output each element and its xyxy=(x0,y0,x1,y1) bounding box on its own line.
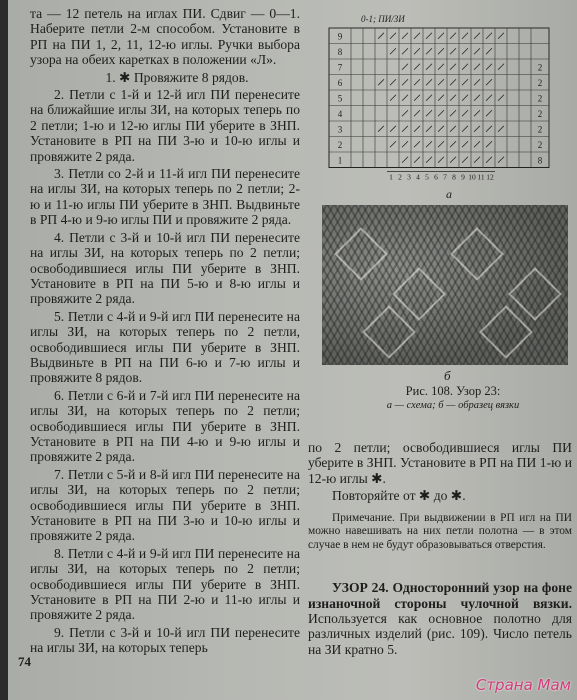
stitch-mark xyxy=(498,33,504,39)
stitch-mark xyxy=(378,126,384,132)
book-page xyxy=(8,0,577,700)
stitch-mark xyxy=(414,110,420,116)
stitch-mark xyxy=(486,110,492,116)
stitch-mark xyxy=(378,79,384,85)
stitch-mark xyxy=(414,48,420,54)
site-watermark: Страна Мам xyxy=(475,676,571,694)
paragraph: 2. Петли с 1-й и 12-й игл ПИ перенесите на ближайшие иглы ЗИ, на которых теперь по 2 петли; 1-ю и 12-ю иглы ПИ уберите в ЗНП. Установите в РП на ПИ 3-ю и 10-ю иглы и провяжите 2 ряда. xyxy=(30,87,300,164)
stitch-mark xyxy=(474,141,480,147)
right-count: 2 xyxy=(537,78,543,88)
stitch-mark xyxy=(450,157,456,163)
right-count: 2 xyxy=(537,93,543,104)
row-number: 3 xyxy=(337,124,343,135)
stitch-mark xyxy=(414,64,420,70)
stitch-mark xyxy=(426,48,432,54)
stitch-mark xyxy=(462,48,468,54)
paragraph: 1. ✱ Провяжите 8 рядов. xyxy=(105,69,249,85)
stitch-mark xyxy=(486,64,492,70)
page-number: 74 xyxy=(18,654,31,669)
stitch-mark xyxy=(438,157,444,163)
stitch-mark xyxy=(450,141,456,147)
stitch-mark xyxy=(486,48,492,54)
stitch-mark xyxy=(462,64,468,70)
stitch-mark xyxy=(474,126,480,132)
stitch-mark xyxy=(498,157,504,163)
stitch-mark xyxy=(474,64,480,70)
paragraph: 4. Петли с 3-й и 10-й игл ПИ перенесите на иглы ЗИ, на которых теперь по 2 петли; освободившиеся иглы ПИ уберите в ЗНП. Установите в РП на ПИ 5-ю и 8-ю иглы и провяжите 2 ряда. xyxy=(30,229,300,307)
stitch-mark xyxy=(498,64,504,70)
stitch-mark xyxy=(390,141,396,147)
stitch-mark xyxy=(450,110,456,116)
stitch-mark xyxy=(426,64,432,70)
paragraph: 3. Петли со 2-й и 11-й игл ПИ перенесите на иглы ЗИ, на которых теперь по 2 петли; 2-ю и 11-ю иглы ПИ уберите в ЗНП. Выдвиньте в РП 4-ю и 9-ю иглы ПИ и провяжите 2 ряда. xyxy=(30,166,300,228)
left-text-column xyxy=(30,6,300,658)
stitch-mark xyxy=(462,95,468,101)
stitch-mark xyxy=(474,95,480,101)
schema-grid xyxy=(329,28,549,168)
row-number: 6 xyxy=(337,78,343,88)
paragraph: по 2 петли; освободившиеся иглы ПИ уберите в ЗНП. Установите в РП на ПИ 1-ю и 12-ю иглы ✱. xyxy=(308,440,572,486)
stitch-mark xyxy=(450,95,456,101)
stitch-mark xyxy=(462,157,468,163)
stitch-mark xyxy=(426,157,432,163)
stitch-mark xyxy=(462,126,468,132)
stitch-mark xyxy=(390,95,396,101)
right-count: 2 xyxy=(537,124,543,135)
right-count: 2 xyxy=(537,140,543,150)
pattern-description: Используется как основное полотно для различных изделий (рис. 109). Число петель на ЗИ кратно 5. xyxy=(308,610,572,657)
note: Примечание. При выдвижении в РП игл на ПИ можно навешивать на них петли полотна — в этом случае в нем не будут образовываться отверстия. xyxy=(308,511,572,551)
stitch-mark xyxy=(438,110,444,116)
needle-number: 5 xyxy=(425,172,429,182)
stitch-mark xyxy=(438,126,444,132)
stitch-mark xyxy=(426,79,432,85)
figure-label-b: б xyxy=(444,368,451,383)
stitch-mark xyxy=(414,33,420,39)
row-number: 2 xyxy=(337,140,343,150)
paragraph: 8. Петли с 4-й и 9-й игл ПИ перенесите на иглы ЗИ, на которых теперь по 2 петли; освободившиеся иглы ПИ уберите в ЗНП. Установите в РП на ПИ 2-ю и 11-ю иглы и провяжите 2 ряда. xyxy=(30,545,300,623)
stitch-mark xyxy=(426,33,432,39)
stitch-mark xyxy=(498,126,504,132)
stitch-mark xyxy=(462,33,468,39)
stitch-mark xyxy=(474,33,480,39)
stitch-mark xyxy=(438,79,444,85)
caption-title: Рис. 108. Узор 23: xyxy=(405,384,501,398)
row-number: 8 xyxy=(337,47,343,57)
figure-label-a: а xyxy=(446,187,452,200)
stitch-mark xyxy=(402,64,408,70)
row-number: 4 xyxy=(337,109,343,119)
needle-number: 4 xyxy=(416,172,420,182)
stitch-mark xyxy=(486,141,492,147)
needle-number: 11 xyxy=(477,172,485,182)
stitch-mark xyxy=(414,157,420,163)
stitch-mark xyxy=(450,64,456,70)
stitch-mark xyxy=(438,48,444,54)
stitch-mark xyxy=(438,64,444,70)
pattern-title: УЗОР 24. Односторонний узор на фоне изнаночной стороны чулочной вязки. xyxy=(308,580,572,611)
stitch-mark xyxy=(450,79,456,85)
needle-number: 2 xyxy=(398,172,402,182)
stitch-mark xyxy=(402,141,408,147)
stitch-mark xyxy=(426,141,432,147)
stitch-mark xyxy=(462,110,468,116)
row-number: 1 xyxy=(337,155,343,166)
stitch-mark xyxy=(402,126,408,132)
stitch-mark xyxy=(438,141,444,147)
stitch-mark xyxy=(450,33,456,39)
stitch-mark xyxy=(426,126,432,132)
stitch-mark xyxy=(402,79,408,85)
stitch-mark xyxy=(450,48,456,54)
needle-number: 8 xyxy=(452,172,456,182)
stitch-mark xyxy=(474,157,480,163)
needle-number: 1 xyxy=(389,172,393,182)
stitch-mark xyxy=(414,126,420,132)
stitch-mark xyxy=(402,33,408,39)
stitch-mark xyxy=(450,126,456,132)
paragraph: Повторяйте от ✱ до ✱. xyxy=(332,488,466,504)
paragraph: 6. Петли с 6-й и 7-й игл ПИ перенесите на иглы ЗИ, на которых теперь по 2 петли; освободившиеся иглы ПИ уберите в ЗНП. Установите в РП на ПИ 4-ю и 9-ю иглы и провяжите 2 ряда. xyxy=(30,387,300,465)
stitch-mark xyxy=(438,95,444,101)
right-count: 8 xyxy=(537,155,543,166)
knit-sample-photo xyxy=(322,205,568,365)
row-number: 9 xyxy=(337,31,343,42)
stitch-mark xyxy=(390,48,396,54)
caption-subtitle: а — схема; б — образец вязки xyxy=(386,400,520,411)
needle-number: 7 xyxy=(443,172,447,182)
stitch-mark xyxy=(426,110,432,116)
needle-axis xyxy=(387,172,495,182)
paragraph: 7. Петли с 5-й и 8-й игл ПИ перенесите на иглы ЗИ, на которых теперь по 2 петли; освободившиеся иглы ПИ уберите в ЗНП. Установите в РП на ПИ 3-ю и 10-ю иглы и провяжите 2 ряда. xyxy=(30,466,300,544)
stitch-mark xyxy=(402,157,408,163)
schema-formula: 0-1; ПИ/ЗИ xyxy=(361,14,405,24)
stitch-mark xyxy=(426,95,432,101)
stitch-mark xyxy=(474,79,480,85)
stitch-mark xyxy=(486,33,492,39)
stitch-mark xyxy=(414,141,420,147)
stitch-mark xyxy=(474,110,480,116)
needle-number: 10 xyxy=(468,172,476,182)
knitting-schema xyxy=(321,10,573,200)
stitch-mark xyxy=(390,126,396,132)
row-number: 5 xyxy=(337,93,343,104)
stitch-mark xyxy=(414,95,420,101)
stitch-mark xyxy=(402,110,408,116)
row-number: 7 xyxy=(337,62,343,73)
stitch-mark xyxy=(402,95,408,101)
stitch-mark xyxy=(486,157,492,163)
stitch-mark xyxy=(486,95,492,101)
stitch-mark xyxy=(462,141,468,147)
stitch-mark xyxy=(414,79,420,85)
figure-caption xyxy=(338,384,568,411)
paragraph: 5. Петли с 4-й и 9-й игл ПИ перенесите на иглы ЗИ, на которых теперь по 2 петли, освободившиеся иглы ПИ уберите в ЗНП. Выдвиньте в РП на ПИ 6-ю и 7-ю иглы и провяжите 8 рядов. xyxy=(30,308,300,386)
stitch-mark xyxy=(474,48,480,54)
stitch-mark xyxy=(438,33,444,39)
stitch-mark xyxy=(402,48,408,54)
stitch-mark xyxy=(378,33,384,39)
stitch-mark xyxy=(498,95,504,101)
needle-number: 12 xyxy=(486,172,494,182)
stitch-mark xyxy=(486,79,492,85)
stitch-mark xyxy=(486,126,492,132)
paragraph: та — 12 петель на иглах ПИ. Сдвиг — 0—1. Наберите петли 2-м способом. Установите в РП на ПИ 1, 2, 11, 12-ю иглы. Ручки выбора узора на обеих каретках в положении «Л». xyxy=(30,6,300,68)
stitch-mark xyxy=(390,33,396,39)
pattern-heading xyxy=(308,580,572,657)
paragraph: 9. Петли с 3-й и 10-й игл ПИ перенесите на иглы ЗИ, на которых теперь xyxy=(30,624,300,656)
stitch-mark xyxy=(462,79,468,85)
right-text-column xyxy=(308,440,572,657)
right-count: 2 xyxy=(537,62,543,73)
right-count: 2 xyxy=(537,109,543,119)
needle-number: 3 xyxy=(407,172,411,182)
stitch-mark xyxy=(390,79,396,85)
needle-number: 6 xyxy=(434,172,438,182)
needle-number: 9 xyxy=(461,172,465,182)
